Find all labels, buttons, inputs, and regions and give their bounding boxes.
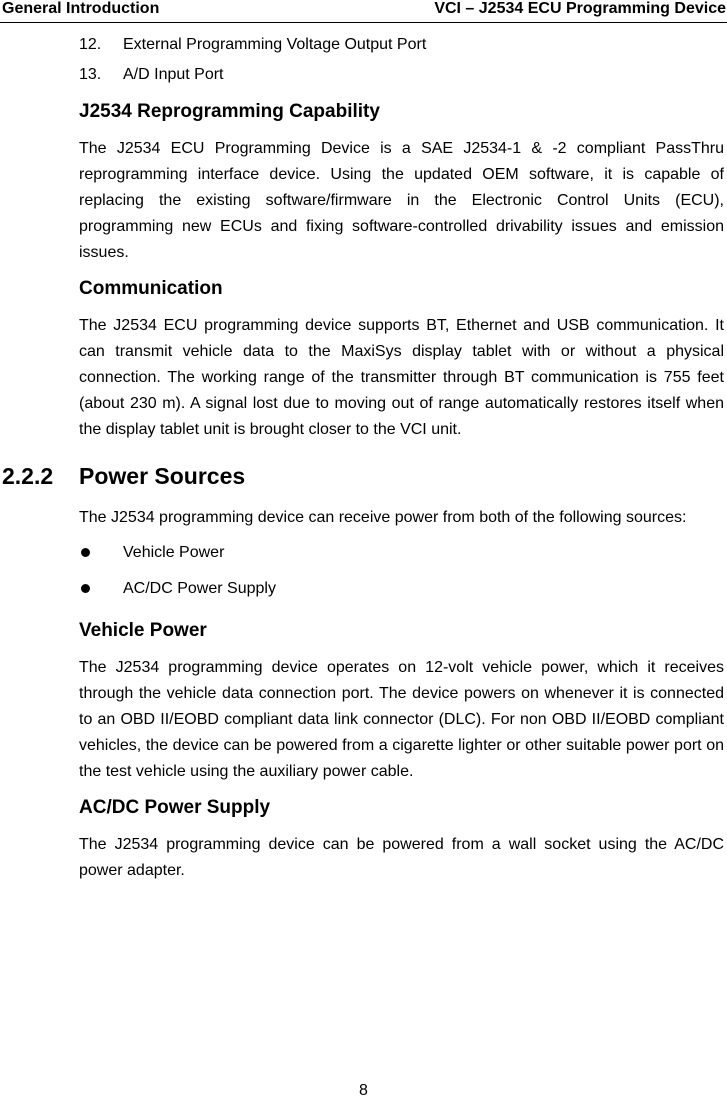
list-item <box>79 543 724 579</box>
list-item <box>79 36 724 66</box>
section-number: 2.2.2 <box>2 463 54 489</box>
j2534-heading: J2534 Reprogramming Capability <box>79 101 380 122</box>
page-number: 8 <box>359 1082 368 1099</box>
page-header <box>0 0 727 23</box>
list-item-text: External Programming Voltage Output Port <box>123 36 427 53</box>
vehicle-power-heading: Vehicle Power <box>79 620 207 641</box>
power-sources-heading <box>2 462 724 490</box>
acdc-power-paragraph: The J2534 programming device can be powered from a wall socket using the AC/DC power adapter. <box>79 836 724 879</box>
list-item-number: 13. <box>79 66 102 83</box>
section-title: Power Sources <box>79 463 246 489</box>
bullet-text: Vehicle Power <box>123 544 225 561</box>
communication-heading: Communication <box>79 278 223 299</box>
list-item-text: A/D Input Port <box>123 66 224 83</box>
list-item <box>79 66 724 96</box>
list-item <box>79 579 724 615</box>
acdc-power-heading: AC/DC Power Supply <box>79 797 271 818</box>
power-sources-list <box>79 543 724 615</box>
communication-paragraph: The J2534 ECU programming device supports BT, Ethernet and USB communication. It can transmit vehicle data to the MaxiSys display tablet with or without a physical connection. The working range of the transmitter through BT communication is 755 feet (about 230 m). A signal lost due to moving out of range automatically restores itself when the display tablet unit is brought closer to the VCI unit. <box>79 317 724 438</box>
page-content <box>2 36 724 884</box>
j2534-paragraph: The J2534 ECU Programming Device is a SAE J2534-1 & -2 compliant PassThru reprogramming interface device. Using the updated OEM software, it is capable of replacing the existing software/firmware in the Electronic Control Units (ECU), programming new ECUs and fixing software-controlled drivability issues and emission issues. <box>79 140 724 261</box>
bullet-icon <box>81 584 90 593</box>
list-item-number: 12. <box>79 36 102 53</box>
bullet-icon <box>81 548 90 557</box>
vehicle-power-paragraph: The J2534 programming device operates on 12-volt vehicle power, which it receives through the vehicle data connection port. The device powers on whenever it is connected to an OBD II/EOBD compliant data link connector (DLC). For non OBD II/EOBD compliant vehicles, the device can be powered from a cigarette lighter or other suitable power port on the test vehicle using the auxiliary power cable. <box>79 659 724 780</box>
bullet-text: AC/DC Power Supply <box>123 580 276 597</box>
header-document-title: VCI – J2534 ECU Programming Device <box>434 0 726 17</box>
power-sources-intro: The J2534 programming device can receive power from both of the following sources: <box>79 509 687 526</box>
header-section-title: General Introduction <box>2 0 160 17</box>
